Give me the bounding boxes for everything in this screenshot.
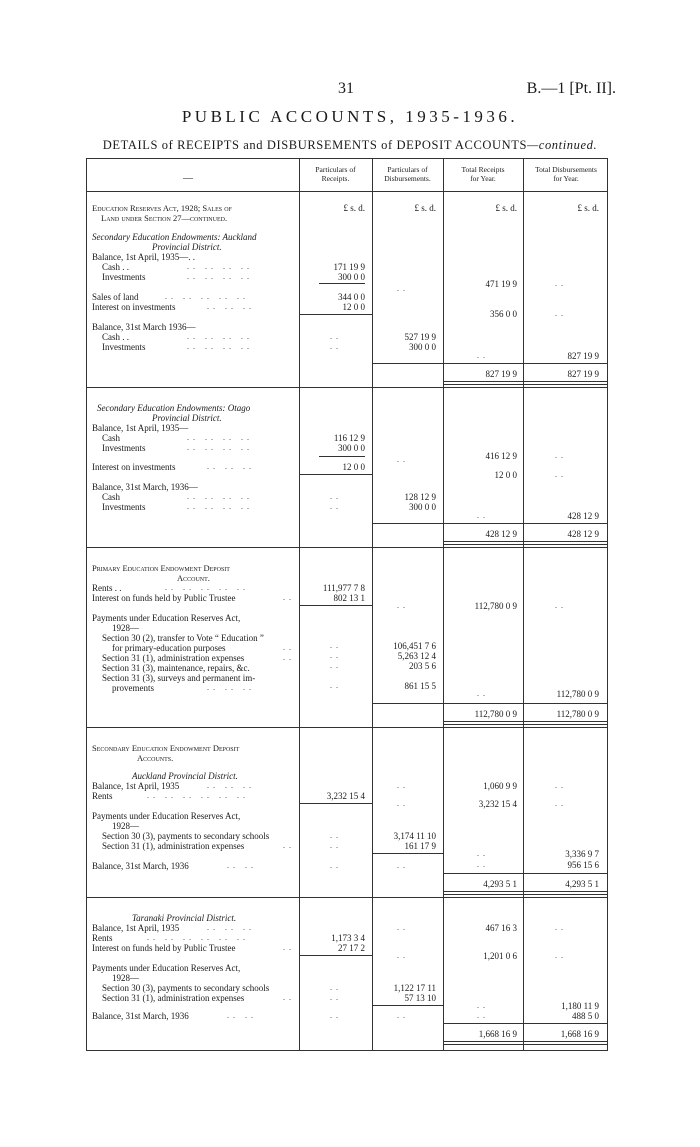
leader-dots: . . . . . . [207, 462, 252, 471]
row-label: Sales of land [92, 292, 139, 302]
sum-rule [299, 314, 372, 315]
header-line: Particulars of [315, 165, 356, 174]
row-label: provements [112, 683, 154, 693]
leader-dots: . . . . . . . . [187, 502, 250, 511]
section-divider [87, 547, 607, 548]
blank-marker: . . [555, 923, 564, 932]
total-disbursements-amount: 956 15 6 [567, 860, 599, 870]
row-label: 1928— [112, 821, 139, 831]
leader-dots: . . . . . . . . [187, 272, 250, 281]
row-label: Rents [92, 791, 113, 801]
leader-dots: . . . . . . [207, 683, 252, 692]
blank-marker: . . [330, 681, 339, 690]
blank-marker: . . [397, 799, 406, 808]
blank-marker: . . [330, 993, 339, 1002]
receipt-amount: 344 0 0 [338, 292, 365, 302]
leader-dots: . . . . . . . . . . . . [147, 791, 246, 800]
section-divider [87, 387, 607, 388]
leader-dots: . . [283, 841, 292, 850]
total-receipts-amount: 112,780 0 9 [474, 601, 517, 611]
blank-marker: . . [397, 1011, 406, 1020]
subsection-heading: Provincial District. [152, 413, 222, 423]
section-total-disbursements: 827 19 9 [567, 369, 599, 379]
currency-units: £ s. d. [343, 203, 365, 213]
header-line: Total Receipts [461, 165, 505, 174]
sum-rule [319, 283, 365, 284]
subsection-heading: Secondary Education Endowments: Auckland [92, 232, 257, 242]
leader-dots: . . . . . . [207, 302, 252, 311]
header-line: Disbursements. [384, 174, 431, 183]
blank-marker: . . [397, 861, 406, 870]
disbursement-amount: 861 15 5 [404, 681, 436, 691]
sum-rule [299, 605, 372, 606]
blank-marker: . . [330, 841, 339, 850]
header-line: Receipts. [321, 174, 350, 183]
blank-marker: . . [397, 951, 406, 960]
row-label: Interest on funds held by Public Trustee [92, 943, 236, 953]
row-label: Rents . . [92, 583, 122, 593]
total-receipts-amount: 12 0 0 [494, 470, 517, 480]
leader-dots: . . [283, 993, 292, 1002]
row-label: Balance, 31st March 1936— [92, 322, 196, 332]
header-rule [87, 191, 607, 192]
sum-rule [372, 363, 607, 364]
total-disbursements-amount: 3,336 9 7 [565, 849, 599, 859]
blank-marker: . . [555, 309, 564, 318]
section-total-receipts: 1,668 16 9 [478, 1029, 517, 1039]
section-heading: Education Reserves Act, 1928; Sales of [92, 203, 232, 213]
receipt-amount: 1,173 3 4 [331, 933, 365, 943]
row-label: Payments under Education Reserves Act, [92, 613, 241, 623]
blank-marker: . . [477, 1011, 486, 1020]
row-label: Section 31 (3), surveys and permanent im- [102, 673, 256, 683]
blank-marker: . . [330, 661, 339, 670]
blank-marker: . . [555, 451, 564, 460]
row-label: Cash [102, 492, 120, 502]
row-label: Cash [102, 433, 120, 443]
blank-marker: . . [330, 332, 339, 341]
leader-dots: . . . . . . . . . . [165, 583, 246, 592]
row-label: Investments [102, 342, 146, 352]
page-title: PUBLIC ACCOUNTS, 1935-1936. [181, 107, 519, 126]
blank-marker: . . [555, 601, 564, 610]
header-line: for Year. [470, 174, 496, 183]
page-number: 31 [338, 80, 354, 97]
row-label: for primary-education purposes [112, 643, 226, 653]
row-label: Investments [102, 272, 146, 282]
total-disbursements-amount: 827 19 9 [567, 351, 599, 361]
total-disbursements-amount: 1,180 11 9 [561, 1001, 599, 1011]
receipt-amount: 171 19 9 [333, 262, 365, 272]
leader-dots: . . . . [227, 1011, 254, 1020]
blank-marker: . . [397, 601, 406, 610]
total-disbursements-amount: 428 12 9 [567, 511, 599, 521]
sum-rule [372, 703, 607, 704]
accounts-table [86, 158, 608, 1051]
currency-units: £ s. d. [577, 203, 599, 213]
blank-marker: . . [330, 861, 339, 870]
row-label: 1928— [112, 623, 139, 633]
leader-dots: . . . . . . [207, 923, 252, 932]
blank-marker: . . [555, 951, 564, 960]
column-header-total-receipts [443, 165, 523, 183]
row-label: Interest on funds held by Public Trustee [92, 593, 236, 603]
blank-marker: . . [330, 492, 339, 501]
row-label: Balance, 31st March, 1936 [92, 861, 189, 871]
receipt-amount: 802 13 1 [333, 593, 365, 603]
section-total-receipts: 428 12 9 [485, 529, 517, 539]
total-rule [443, 891, 607, 895]
blank-marker: . . [330, 641, 339, 650]
leader-dots: . . . . . . . . [187, 262, 250, 271]
blank-marker: . . [330, 342, 339, 351]
blank-marker: . . [397, 455, 406, 464]
row-label: Balance, 1st April, 1935 [92, 781, 180, 791]
sum-rule [299, 474, 372, 475]
row-label: Section 30 (3), payments to secondary schools [102, 983, 270, 993]
total-receipts-amount: 416 12 9 [485, 451, 517, 461]
disbursement-amount: 527 19 9 [404, 332, 436, 342]
receipt-amount: 116 12 9 [333, 433, 365, 443]
blank-marker: . . [555, 279, 564, 288]
total-receipts-amount: 467 16 3 [485, 923, 517, 933]
sum-rule [372, 853, 443, 854]
row-label: Balance, 1st April, 1935—. . [92, 252, 195, 262]
sum-rule [299, 955, 372, 956]
blank-marker: . . [330, 651, 339, 660]
row-label: Section 30 (2), transfer to Vote “ Education ” [102, 633, 264, 643]
section-total-disbursements: 4,293 5 1 [565, 879, 599, 889]
row-label: Balance, 1st April, 1935— [92, 423, 189, 433]
total-disbursements-amount: 488 5 0 [572, 1011, 599, 1021]
row-label: Balance, 31st March, 1936— [92, 482, 198, 492]
subsection-heading: Provincial District. [152, 242, 222, 252]
disbursement-amount: 203 5 6 [409, 661, 436, 671]
column-rule [523, 159, 524, 1050]
leader-dots: . . . . . . . . . . . . [147, 933, 246, 942]
disbursement-amount: 3,174 11 10 [393, 831, 436, 841]
subsection-heading: Auckland Provincial District. [132, 771, 238, 781]
row-label: Cash . . [102, 332, 129, 342]
receipt-amount: 12 0 0 [342, 462, 365, 472]
section-divider [87, 727, 607, 728]
section-total-receipts: 112,780 0 9 [474, 709, 517, 719]
section-divider [87, 897, 607, 898]
column-header-disbursements [372, 165, 443, 183]
sum-rule [299, 803, 372, 804]
receipt-amount: 3,232 15 4 [326, 791, 365, 801]
blank-marker: . . [477, 689, 486, 698]
subsection-heading: Taranaki Provincial District. [132, 913, 237, 923]
blank-marker: . . [397, 284, 406, 293]
leader-dots: . . . . . . [207, 781, 252, 790]
blank-marker: . . [477, 860, 486, 869]
section-total-receipts: 4,293 5 1 [483, 879, 517, 889]
blank-marker: . . [477, 511, 486, 520]
receipt-amount: 300 0 0 [338, 443, 365, 453]
leader-dots: . . . . . . . . . . [165, 292, 246, 301]
total-receipts-amount: 471 19 9 [485, 279, 517, 289]
row-label: Rents [92, 933, 113, 943]
column-rule [372, 159, 373, 1050]
total-receipts-amount: 1,060 9 9 [483, 781, 517, 791]
document-reference: B.—1 [Pt. II]. [526, 80, 616, 97]
row-label: Section 31 (1), administration expenses [102, 841, 245, 851]
total-rule [443, 381, 607, 385]
total-rule [443, 541, 607, 545]
disbursement-amount: 161 17 9 [404, 841, 436, 851]
disbursement-amount: 1,122 17 11 [393, 983, 436, 993]
sum-rule [372, 523, 607, 524]
section-heading: Land under Section 27—continued. [101, 213, 228, 223]
row-label: Cash . . [102, 262, 129, 272]
leader-dots: . . . . . . . . [187, 492, 250, 501]
leader-dots: . . [283, 593, 292, 602]
currency-units: £ s. d. [414, 203, 436, 213]
leader-dots: . . . . . . . . [187, 433, 250, 442]
leader-dots: . . . . . . . . [187, 332, 250, 341]
total-disbursements-amount: 112,780 0 9 [556, 689, 599, 699]
header-line: Particulars of [387, 165, 428, 174]
blank-marker: . . [477, 351, 486, 360]
section-total-disbursements: 1,668 16 9 [560, 1029, 599, 1039]
blank-marker: . . [555, 799, 564, 808]
row-label: Balance, 31st March, 1936 [92, 1011, 189, 1021]
row-label: 1928— [112, 973, 139, 983]
header-line: for Year. [553, 174, 579, 183]
section-heading: Accounts. [137, 753, 174, 763]
sum-rule [443, 873, 607, 874]
receipt-amount: 27 17 2 [338, 943, 365, 953]
section-total-disbursements: 428 12 9 [567, 529, 599, 539]
receipt-amount: 111,977 7 8 [322, 583, 365, 593]
total-rule [443, 721, 607, 725]
column-header-total-disbursements [523, 165, 609, 183]
disbursement-amount: 128 12 9 [404, 492, 436, 502]
disbursement-amount: 106,451 7 6 [393, 641, 436, 651]
total-receipts-amount: 3,232 15 4 [478, 799, 517, 809]
page-subtitle [0, 138, 700, 153]
sum-rule [443, 1023, 607, 1024]
row-label: Payments under Education Reserves Act, [92, 811, 241, 821]
row-label: Interest on investments [92, 302, 176, 312]
receipt-amount: 12 0 0 [342, 302, 365, 312]
blank-marker: . . [555, 781, 564, 790]
subtitle-main: DETAILS of RECEIPTS and DISBURSEMENTS of DEPOSIT ACCOUNTS [102, 138, 528, 152]
row-label: Section 31 (1), administration expenses [102, 993, 245, 1003]
row-label: Section 31 (1), administration expenses [102, 653, 245, 663]
leader-dots: . . . . . . . . [187, 342, 250, 351]
blank-marker: . . [330, 831, 339, 840]
section-heading: Secondary Education Endowment Deposit [92, 743, 240, 753]
total-receipts-amount: 1,201 0 6 [483, 951, 517, 961]
blank-marker: . . [397, 781, 406, 790]
sum-rule [319, 456, 365, 457]
column-header-blank: — [183, 173, 193, 184]
leader-dots: . . [283, 643, 292, 652]
blank-marker: . . [477, 849, 486, 858]
section-total-receipts: 827 19 9 [485, 369, 517, 379]
leader-dots: . . . . [227, 861, 254, 870]
column-header-receipts [299, 165, 372, 183]
blank-marker: . . [477, 1001, 486, 1010]
disbursement-amount: 300 0 0 [409, 502, 436, 512]
section-heading: Primary Education Endowment Deposit [92, 563, 230, 573]
row-label: Interest on investments [92, 462, 176, 472]
row-label: Section 30 (3), payments to secondary schools [102, 831, 270, 841]
sum-rule [372, 1005, 443, 1006]
section-heading: Account. [177, 573, 210, 583]
row-label: Investments [102, 443, 146, 453]
blank-marker: . . [330, 502, 339, 511]
row-label: Balance, 1st April, 1935 [92, 923, 180, 933]
subtitle-continued: —continued. [527, 138, 598, 152]
blank-marker: . . [330, 1011, 339, 1020]
row-label: Section 31 (3), maintenance, repairs, &c. [102, 663, 250, 673]
subsection-heading: Secondary Education Endowments: Otago [97, 403, 251, 413]
blank-marker: . . [330, 983, 339, 992]
disbursement-amount: 300 0 0 [409, 342, 436, 352]
leader-dots: . . [283, 943, 292, 952]
total-receipts-amount: 356 0 0 [490, 309, 517, 319]
total-rule [443, 1041, 607, 1045]
receipt-amount: 300 0 0 [338, 272, 365, 282]
blank-marker: . . [555, 470, 564, 479]
row-label: Investments [102, 502, 146, 512]
disbursement-amount: 57 13 10 [404, 993, 436, 1003]
header-line: Total Disbursements [535, 165, 597, 174]
row-label: Payments under Education Reserves Act, [92, 963, 241, 973]
leader-dots: . . [283, 653, 292, 662]
blank-marker: . . [397, 923, 406, 932]
leader-dots: . . . . . . . . [187, 443, 250, 452]
currency-units: £ s. d. [495, 203, 517, 213]
disbursement-amount: 5,263 12 4 [397, 651, 436, 661]
section-total-disbursements: 112,780 0 9 [556, 709, 599, 719]
